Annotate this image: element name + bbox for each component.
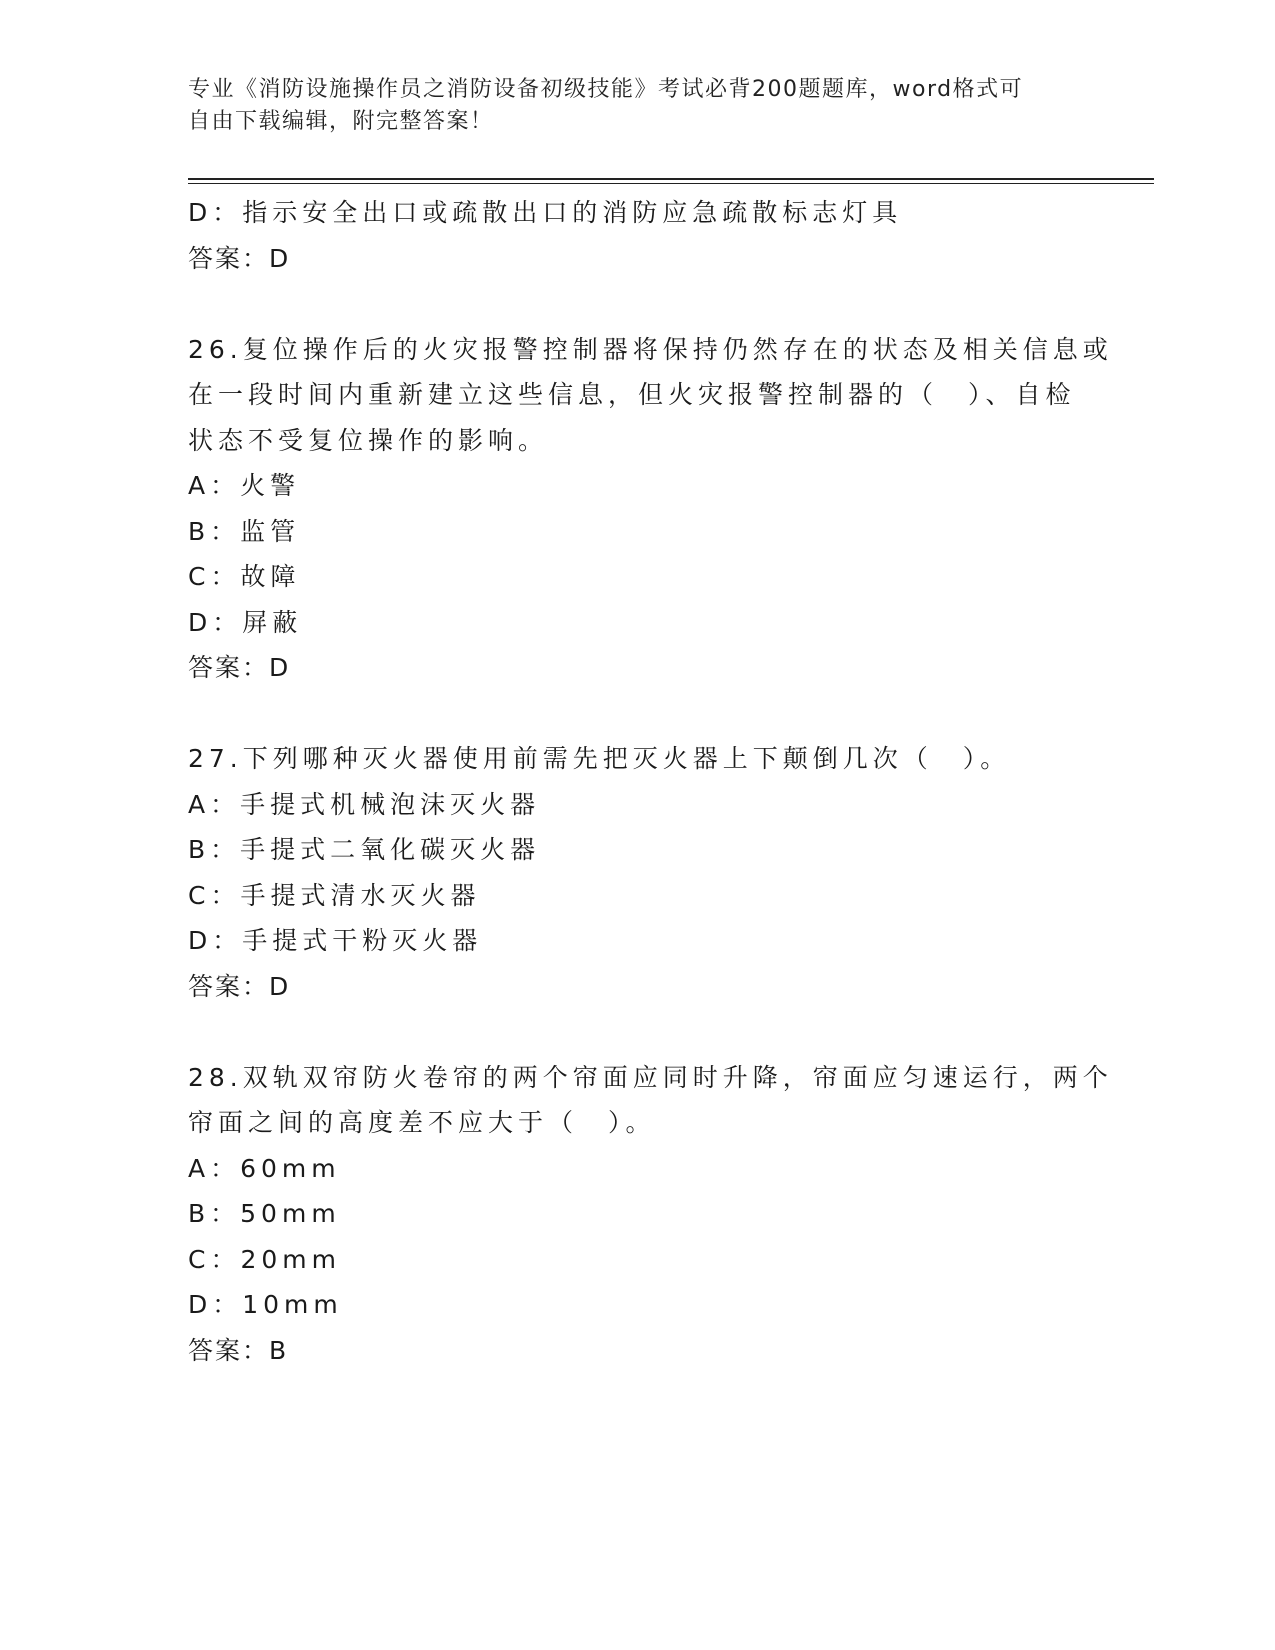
option-b: B：监管 bbox=[188, 516, 301, 546]
header-title-line-2: 自由下载编辑，附完整答案！ bbox=[188, 109, 494, 134]
option-d: D：手提式干粉灭火器 bbox=[188, 926, 483, 955]
answer-line: 答案：D bbox=[188, 971, 291, 1001]
option-a: A：火警 bbox=[188, 471, 301, 500]
answer-line: 答案：D bbox=[188, 243, 291, 273]
answer-line: 答案：B bbox=[188, 1335, 289, 1365]
spacer bbox=[188, 691, 1088, 737]
header-divider-thick bbox=[188, 178, 1154, 180]
spacer bbox=[188, 281, 1088, 327]
question-27 bbox=[188, 736, 1088, 1009]
question-stem-line: 状态不受复位操作的影响。 bbox=[188, 425, 549, 455]
question-28 bbox=[188, 1055, 1113, 1374]
question-stem-line: 帘面之间的高度差不应大于（ ）。 bbox=[188, 1108, 656, 1137]
document-header bbox=[188, 74, 1068, 138]
option-a: A：60mm bbox=[188, 1153, 341, 1183]
option-c: C：20mm bbox=[188, 1244, 341, 1274]
option-c: C：故障 bbox=[188, 562, 301, 591]
answer-line: 答案：D bbox=[188, 653, 291, 682]
spacer bbox=[188, 1009, 1088, 1055]
question-stem-line: 27.下列哪种灭火器使用前需先把灭火器上下颠倒几次（ ）。 bbox=[188, 744, 1011, 773]
option-d: D：屏蔽 bbox=[188, 607, 303, 637]
option-b: B：50mm bbox=[188, 1199, 341, 1228]
option-d: D：10mm bbox=[188, 1290, 343, 1319]
option-c: C：手提式清水灭火器 bbox=[188, 880, 481, 910]
header-divider-thin bbox=[188, 183, 1154, 184]
header-title-line-1: 专业《消防设施操作员之消防设备初级技能》考试必背200题题库，word格式可 bbox=[188, 77, 1024, 102]
document-body bbox=[188, 190, 1113, 1373]
option-d: D：指示安全出口或疏散出口的消防应急疏散标志灯具 bbox=[188, 198, 903, 227]
question-stem-line: 26.复位操作后的火灾报警控制器将保持仍然存在的状态及相关信息或 bbox=[188, 334, 1113, 364]
question-26 bbox=[188, 327, 1113, 691]
question-stem-line: 在一段时间内重新建立这些信息，但火灾报警控制器的（ ）、自检 bbox=[188, 380, 1076, 409]
option-b: B：手提式二氧化碳灭火器 bbox=[188, 835, 541, 864]
previous-question-tail bbox=[188, 190, 1088, 281]
question-stem-line: 28.双轨双帘防火卷帘的两个帘面应同时升降，帘面应匀速运行，两个 bbox=[188, 1062, 1113, 1092]
option-a: A：手提式机械泡沫灭火器 bbox=[188, 789, 541, 819]
